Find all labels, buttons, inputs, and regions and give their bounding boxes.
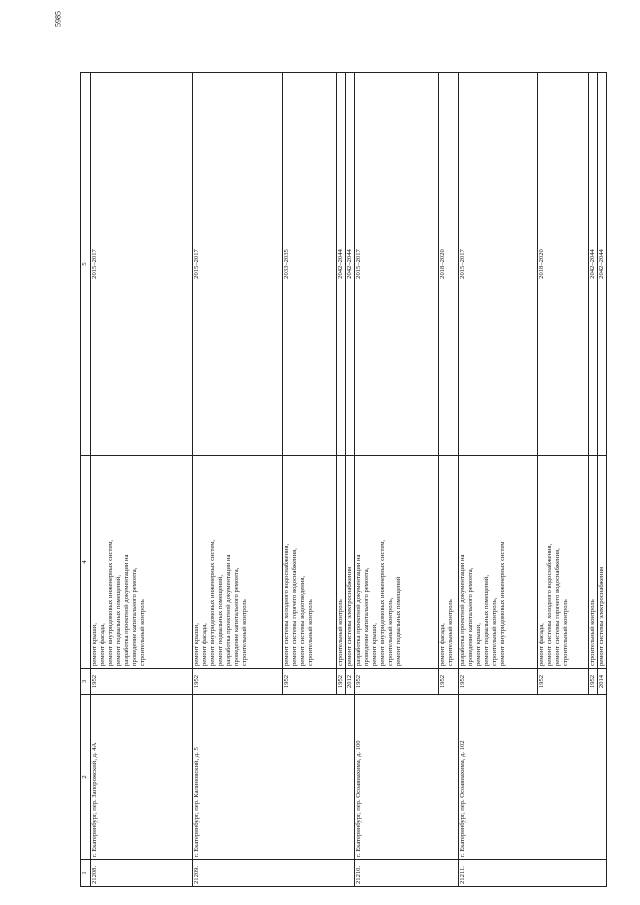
work-line: проведение капитального ремонта, [467, 567, 475, 666]
work-line: ремонт фасада, [439, 623, 447, 666]
work-line: ремонт системы горячего водоснабжения, [291, 548, 299, 666]
works-cell [337, 456, 346, 669]
work-line: разработка проектной документации на [225, 554, 233, 666]
work-line: строительный контроль, [491, 597, 499, 666]
period-cell: 2018–2020 [439, 73, 459, 456]
work-line: ремонт внутридомовых инженерных систем [499, 541, 507, 666]
work-line: строительный контроль [139, 599, 147, 666]
year-cell: 1952 [193, 669, 283, 695]
column-header-2: 2 [81, 695, 91, 860]
period-cell: 2042–2044 [346, 73, 355, 456]
period-cell: 2042–2044 [598, 73, 607, 456]
work-line: ремонт подвальных помещений, [115, 575, 123, 666]
year-cell: 1952 [91, 669, 193, 695]
year-cell: 2014 [598, 669, 607, 695]
period-cell: 2033–2035 [283, 73, 337, 456]
year-cell: 1952 [459, 669, 538, 695]
period-cell: 2015–2017 [459, 73, 538, 456]
work-line: строительный контроль, [387, 597, 395, 666]
work-line: ремонт крыши, [371, 623, 379, 666]
work-line: ремонт фасада, [201, 623, 209, 666]
year-cell: 1952 [439, 669, 459, 695]
work-line: ремонт системы горячего водоснабжения, [554, 548, 562, 666]
table-row [355, 73, 439, 887]
works-cell [598, 456, 607, 669]
works-cell [538, 456, 589, 669]
work-line: строительный контроль [307, 599, 315, 666]
rotated-table-wrapper [80, 73, 606, 887]
year-cell: 1952 [538, 669, 589, 695]
repair-schedule-table [80, 72, 607, 887]
work-line: ремонт подвальных помещений [395, 576, 403, 666]
work-line: ремонт фасада, [99, 623, 107, 666]
table-row [459, 73, 538, 887]
works-cell [346, 456, 355, 669]
period-cell: 2015–2017 [91, 73, 193, 456]
work-line: ремонт крыши, [475, 623, 483, 666]
works-cell [589, 456, 598, 669]
address-cell: г. Екатеринбург, пер. Запорожский, д. 4А [91, 695, 193, 860]
table-body [91, 73, 607, 887]
work-line: ремонт системы холодного водоснабжения, [546, 543, 554, 666]
year-cell: 1952 [355, 669, 439, 695]
work-line: строительный контроль [337, 599, 344, 666]
table-row [193, 73, 283, 887]
address-cell: г. Екатеринбург, пер. Осоавиахима, д. 102 [459, 695, 607, 860]
works-cell [91, 456, 193, 669]
period-cell: 2015–2017 [355, 73, 439, 456]
work-line: разработка проектной документации на [355, 554, 363, 666]
work-line: проведение капитального ремонта, [131, 567, 139, 666]
work-line: ремонт подвальных помещений, [217, 575, 225, 666]
page-number: 5985 [53, 11, 63, 27]
year-cell: 1952 [337, 669, 346, 695]
work-line: разработка проектной документации на [123, 554, 131, 666]
work-line: проведение капитального ремонта, [363, 567, 371, 666]
work-line: проведение капитального ремонта, [233, 567, 241, 666]
work-line: разработка проектной документации на [459, 554, 467, 666]
work-line: строительный контроль [241, 599, 249, 666]
work-line: строительный контроль [447, 599, 455, 666]
table-row [91, 73, 193, 887]
work-line: строительный контроль [562, 599, 570, 666]
work-line: ремонт подвальных помещений, [483, 575, 491, 666]
work-line: ремонт внутридомовых инженерных систем, [209, 539, 217, 666]
column-header-5: 5 [81, 73, 91, 456]
row-number: 21210. [355, 860, 459, 887]
address-cell: г. Екатеринбург, пер. Калиновский, д. 5 [193, 695, 355, 860]
works-cell [193, 456, 283, 669]
works-cell [459, 456, 538, 669]
works-cell [283, 456, 337, 669]
period-cell: 2042–2044 [589, 73, 598, 456]
works-cell [355, 456, 439, 669]
period-cell: 2015–2017 [193, 73, 283, 456]
work-line: ремонт системы холодного водоснабжения, [283, 543, 290, 666]
work-line: ремонт системы водоотведения, [299, 575, 307, 666]
work-line: ремонт системы электроснабжения [346, 566, 354, 666]
column-header-4: 4 [81, 456, 91, 669]
works-cell [439, 456, 459, 669]
year-cell: 2012 [346, 669, 355, 695]
work-line: ремонт внутридомовых инженерных систем, [107, 539, 115, 666]
address-cell: г. Екатеринбург, пер. Осоавиахима, д. 100 [355, 695, 459, 860]
year-cell: 1952 [589, 669, 598, 695]
work-line: ремонт крыши, [91, 623, 98, 666]
work-line: ремонт крыши, [193, 623, 200, 666]
work-line: ремонт фасада, [538, 623, 546, 666]
work-line: строительный контроль [589, 599, 597, 666]
row-number: 21208. [91, 860, 193, 887]
year-cell: 1952 [283, 669, 337, 695]
column-header-3: 3 [81, 669, 91, 695]
page-number-box [54, 9, 62, 29]
row-number: 21211. [459, 860, 607, 887]
column-number-row [81, 73, 91, 887]
row-number: 21209. [193, 860, 355, 887]
column-header-1: 1 [81, 860, 91, 887]
period-cell: 2018–2020 [538, 73, 589, 456]
work-line: ремонт системы электроснабжения [598, 566, 606, 666]
work-line: ремонт внутридомовых инженерных систем, [379, 539, 387, 666]
period-cell: 2042–2044 [337, 73, 346, 456]
